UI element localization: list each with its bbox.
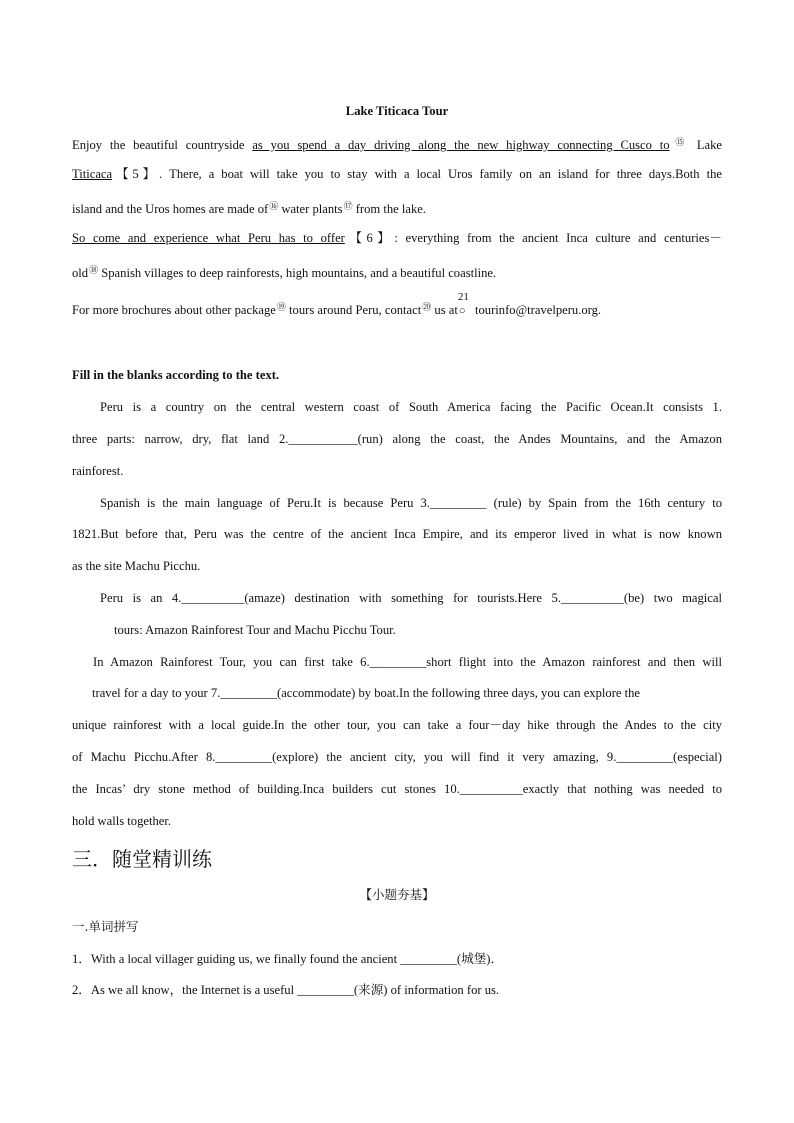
fill-line: the Incas’ dry stone method of building.Inca builders cut stones 10.__________exactly that nothing was needed to	[72, 782, 722, 796]
fill-line: of Machu Picchu.After 8._________(explore) the ancient city, you will find it very amazing, 9._________(especial)	[72, 750, 722, 764]
section-heading: 三．随堂精训练	[72, 847, 212, 871]
fill-line: unique rainforest with a local guide.In the other tour, you can take a four－day hike through the Andes to the city	[72, 718, 722, 732]
passage-line: old⑱ Spanish villages to deep rainforests, high mountains, and a beautiful coastline.	[72, 265, 497, 280]
marker-20: ⑳	[422, 302, 432, 312]
section-subheading: 【小题夯基】	[359, 887, 435, 902]
part-heading: 一.单词拼写	[72, 919, 139, 934]
fill-line: tours: Amazon Rainforest Tour and Machu Picchu Tour.	[114, 623, 396, 637]
passage-line: Enjoy the beautiful countryside as you spend a day driving along the new highway connecting Cusco to⑮ Lake	[72, 137, 722, 152]
passage-line: Titicaca【5】. There, a boat will take you to stay with a local Uros family on an island for three days.Both the	[72, 167, 722, 181]
fill-heading: Fill in the blanks according to the text.	[72, 368, 280, 382]
passage-line: island and the Uros homes are made of⑯ water plants⑰ from the lake.	[72, 201, 427, 216]
fill-line: three parts: narrow, dry, flat land 2.___________(run) along the coast, the Andes Mountains, and the Amazon	[72, 432, 722, 446]
passage-title: Lake Titicaca Tour	[345, 104, 449, 118]
marker-19: ⑲	[276, 302, 286, 312]
fill-line: Spanish is the main language of Peru.It is because Peru 3._________ (rule) by Spain from the 16th century to	[100, 496, 722, 510]
marker-21: 21 ○	[457, 291, 469, 317]
fill-line: 1821.But before that, Peru was the centre of the ancient Inca Empire, and its emperor lived in what is now known	[72, 527, 722, 541]
passage-line: For more brochures about other package⑲ tours around Peru, contact⑳ us at 21 ○ tourinfo@travelperu.org.	[72, 291, 602, 317]
marker-16: ⑯	[269, 201, 279, 211]
fill-line: hold walls together.	[72, 814, 171, 828]
fill-line: rainforest.	[72, 464, 124, 478]
question-1: 1．With a local villager guiding us, we finally found the ancient _________(城堡)．	[72, 952, 504, 966]
question-2: 2．As we all know，the Internet is a useful _________(来源) of information for us.	[72, 983, 500, 997]
fill-line: as the site Machu Picchu.	[72, 559, 201, 573]
fill-line: Peru is an 4.__________(amaze) destination with something for tourists.Here 5.__________(be) two magical	[100, 591, 722, 605]
fill-line: Peru is a country on the central western coast of South America facing the Pacific Ocean.It consists 1.	[100, 400, 722, 414]
fill-line: In Amazon Rainforest Tour, you can first take 6._________short flight into the Amazon rainforest and then will	[93, 655, 722, 669]
marker-18: ⑱	[89, 265, 99, 275]
passage-line: So come and experience what Peru has to offer【6】: everything from the ancient Inca culture and centuries－	[72, 231, 722, 245]
marker-15: ⑮	[670, 137, 689, 147]
marker-17: ⑰	[343, 201, 353, 211]
fill-line: travel for a day to your 7._________(accommodate) by boat.In the following three days, you can explore the	[92, 686, 641, 700]
